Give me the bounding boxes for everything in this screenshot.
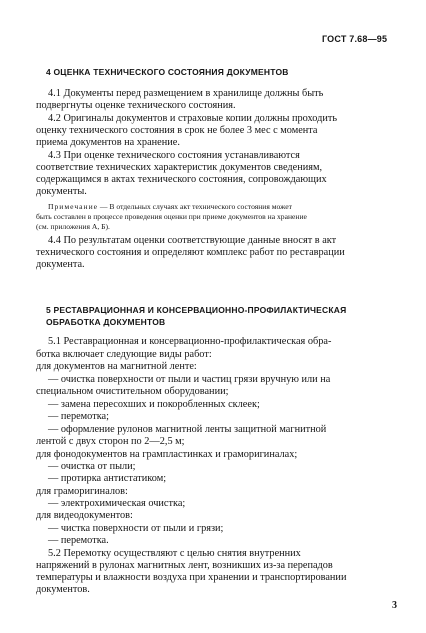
- note-line: (см. приложения А, Б).: [36, 222, 110, 231]
- paragraph-line: — очистка поверхности от пыли и частиц грязи вручную или на: [48, 374, 331, 385]
- paragraph-line: 4.1 Документы перед размещением в хранилище должны быть: [48, 88, 324, 99]
- page-number: 3: [392, 600, 397, 611]
- paragraph-line: 4.4 По результатам оценки соответствующие данные вносят в акт: [48, 235, 337, 246]
- paragraph-line: 5.1 Реставрационная и консервационно-профилактическая обра-: [48, 336, 332, 347]
- section-5-body: [36, 336, 394, 596]
- section-4-closing: [36, 235, 394, 275]
- paragraph-line: оценку технического состояния в срок не более 3 мес с момента: [36, 125, 318, 136]
- section-4-heading: 4 ОЦЕНКА ТЕХНИЧЕСКОГО СОСТОЯНИЯ ДОКУМЕНТОВ: [46, 67, 289, 77]
- paragraph-line: приема документов на хранение.: [36, 137, 180, 148]
- note-label: Примечание: [48, 202, 99, 211]
- note-line: быть составлен в процессе проведения оценки при приеме документов на хранение: [36, 212, 307, 221]
- paragraph-line: ботка включает следующие виды работ:: [36, 349, 212, 360]
- paragraph-line: — перемотка.: [48, 535, 109, 546]
- note-text: — В отдельных случаях акт технического состояния может: [98, 202, 293, 211]
- document-code: ГОСТ 7.68—95: [322, 34, 388, 44]
- section-4-body: [36, 88, 394, 248]
- paragraph-line: — электрохимическая очистка;: [48, 498, 186, 509]
- paragraph-line: для граморигиналов:: [36, 486, 128, 497]
- paragraph-line: специальном очистительном оборудовании;: [36, 386, 229, 397]
- paragraph-line: — замена пересохших и покоробленных склеек;: [48, 399, 260, 410]
- section-5-heading: 5 РЕСТАВРАЦИОННАЯ И КОНСЕРВАЦИОННО-ПРОФИЛАКТИЧЕСКАЯ: [46, 305, 347, 315]
- paragraph-line: для документов на магнитной ленте:: [36, 361, 197, 372]
- paragraph-line: 4.2 Оригиналы документов и страховые копии должны проходить: [48, 113, 338, 124]
- paragraph-line: документов.: [36, 584, 90, 595]
- paragraph-line: документы.: [36, 186, 87, 197]
- paragraph-line: — протирка антистатиком;: [48, 473, 167, 484]
- paragraph-line: 4.3 При оценке технического состояния устанавливаются: [48, 150, 300, 161]
- paragraph-line: температуры и влажности воздуха при хранении и транспортировании: [36, 572, 347, 583]
- paragraph-line: напряжений в рулонах магнитных лент, возникших из-за перепадов: [36, 560, 333, 571]
- paragraph-line: подвергнуты оценке технического состояния.: [36, 100, 236, 111]
- paragraph-line: — перемотка;: [48, 411, 109, 422]
- paragraph-line: для видеодокументов:: [36, 510, 133, 521]
- paragraph-line: 5.2 Перемотку осуществляют с целью снятия внутренних: [48, 548, 301, 559]
- paragraph-line: документа.: [36, 259, 85, 270]
- note-line: [48, 202, 292, 212]
- paragraph-line: — оформление рулонов магнитной ленты защитной магнитной: [48, 424, 327, 435]
- paragraph-line: технического состояния и определяют комплекс работ по реставрации: [36, 247, 345, 258]
- paragraph-line: — чистка поверхности от пыли и грязи;: [48, 523, 224, 534]
- paragraph-line: содержащимся в актах технического состояния, сопровождающих: [36, 174, 327, 185]
- paragraph-line: соответствие технических характеристик документов сведениям,: [36, 162, 323, 173]
- paragraph-line: — очистка от пыли;: [48, 461, 136, 472]
- paragraph-line: для фонодокументов на грампластинках и граморигиналах;: [36, 449, 298, 460]
- section-5-heading: ОБРАБОТКА ДОКУМЕНТОВ: [46, 317, 166, 327]
- paragraph-line: лентой с двух сторон по 2—2,5 м;: [36, 436, 185, 447]
